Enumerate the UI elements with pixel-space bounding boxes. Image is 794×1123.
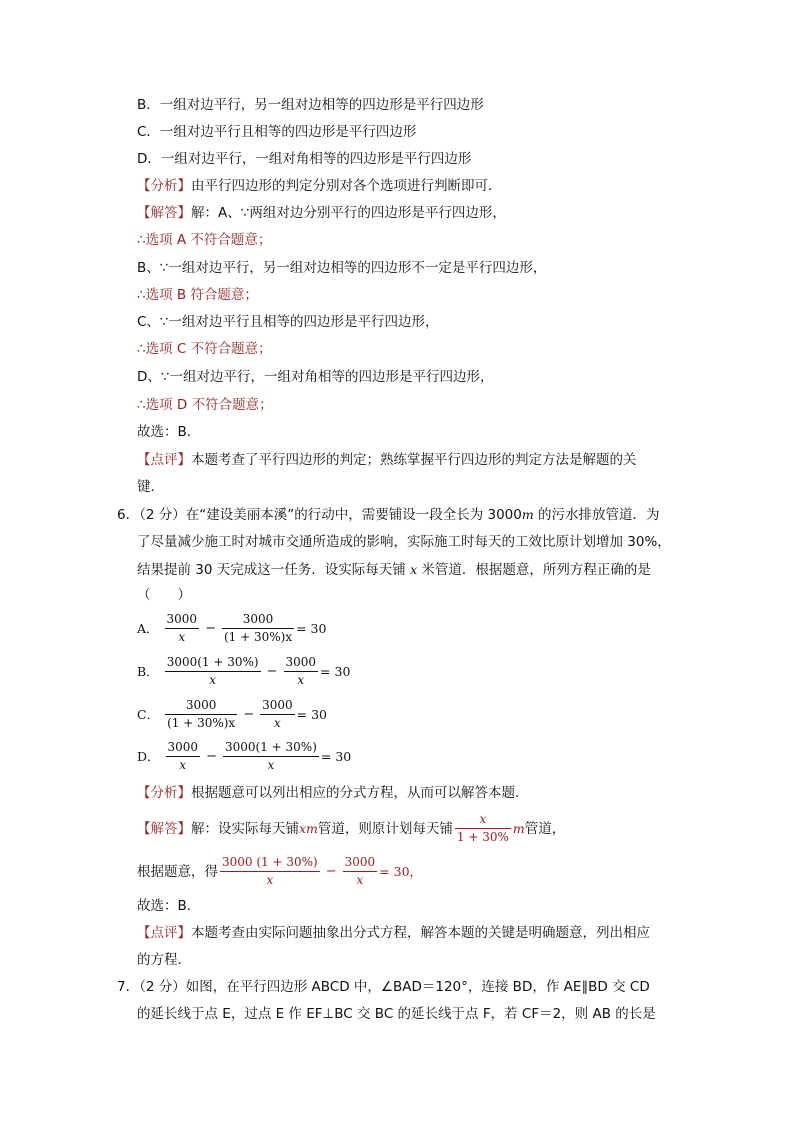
q6-option-d-label: D． bbox=[137, 748, 160, 764]
q6-option-a: A． $\frac{3000}{x}$ − $\frac{3000}{(1 + 30\%)x}$ = 30 bbox=[137, 612, 327, 644]
q5-answer-line6: ∴选项 C 不符合题意； bbox=[137, 341, 272, 357]
q5-option-c: C．一组对边平行且相等的四边形是平行四边形 bbox=[137, 124, 417, 140]
q6-stem-tail: 的污水排放管道．为 bbox=[533, 507, 660, 523]
q6-comment-tag: 【点评】 bbox=[137, 925, 191, 941]
fraction: $\frac{3000(1 + 30\%)}{x}$ bbox=[166, 655, 259, 687]
q6-comment-line1 bbox=[137, 924, 650, 942]
q6-option-b-label: B． bbox=[137, 663, 159, 679]
q6-answer-tag: 【解答】 bbox=[137, 820, 191, 837]
fraction: $\frac{3000}{(1 + 30\%)x}$ bbox=[167, 698, 236, 730]
q6-stem-line3 bbox=[137, 561, 651, 579]
q5-answer-line4: ∴选项 B 符合题意； bbox=[137, 287, 258, 303]
q5-comment-tag: 【点评】 bbox=[137, 452, 191, 468]
q6-stem-line4: （ ） bbox=[137, 587, 191, 603]
q5-analysis bbox=[137, 177, 502, 195]
fraction: $\frac{3000}{x}$ bbox=[262, 698, 293, 730]
q6-stem-var: x bbox=[410, 562, 418, 577]
q6-option-a-label: A． bbox=[137, 620, 159, 636]
q6-answer-line1: 【解答】解：设实际每天铺xm管道，则原计划每天铺 $\frac{x}{1 + 30\%}$ m管道， bbox=[137, 812, 566, 844]
q6-stem-line3-tail: 米管道．根据题意，所列方程正确的是 bbox=[417, 562, 651, 578]
q5-analysis-tag: 【分析】 bbox=[137, 178, 191, 194]
q6-stem-unit: m bbox=[521, 507, 534, 522]
q5-answer-line2: ∴选项 A 不符合题意； bbox=[137, 232, 272, 248]
q5-answer-line1 bbox=[137, 204, 506, 222]
fraction: $\frac{3000 (1 + 30\%)}{x}$ bbox=[222, 855, 318, 887]
q6-option-c-label: C． bbox=[137, 706, 160, 722]
q6-analysis-text: 根据题意可以列出相应的分式方程，从而可以解答本题． bbox=[191, 785, 529, 801]
q5-analysis-text: 由平行四边形的判定分别对各个选项进行判断即可． bbox=[191, 178, 502, 194]
fraction: $\frac{x}{1 + 30\%}$ bbox=[456, 812, 509, 844]
fraction: $\frac{3000}{x}$ bbox=[166, 612, 198, 644]
q5-comment-text: 本题考查了平行四边形的判定；熟练掌握平行四边形的判定方法是解题的关 bbox=[191, 452, 637, 468]
q5-option-b: B．一组对边平行，另一组对边相等的四边形是平行四边形 bbox=[137, 97, 484, 113]
q5-choice: 故选：B． bbox=[137, 424, 201, 440]
q6-option-d: D． $\frac{3000}{x}$ − $\frac{3000(1 + 30\%)}{x}$ = 30 bbox=[137, 740, 352, 772]
q6-option-c: C． $\frac{3000}{(1 + 30\%)x}$ − $\frac{3000}{x}$ = 30 bbox=[137, 698, 328, 730]
q5-answer-line7: D、∵一组对边平行，一组对角相等的四边形是平行四边形， bbox=[137, 369, 494, 385]
fraction: $\frac{3000(1 + 30\%)}{x}$ bbox=[224, 740, 317, 772]
q6-option-b: B． $\frac{3000(1 + 30\%)}{x}$ − $\frac{3000}{x}$ = 30 bbox=[137, 655, 351, 687]
fraction: $\frac{3000}{x}$ bbox=[285, 655, 317, 687]
q7-stem-line2: 的延长线于点 E，过点 E 作 EF⊥BC 交 BC 的延长线于点 F，若 CF＝2，则 AB 的长是 bbox=[137, 1006, 656, 1022]
fraction: $\frac{3000}{x}$ bbox=[167, 740, 199, 772]
q6-comment-line2: 的方程． bbox=[137, 952, 191, 968]
q7-stem-line1: 7．（2 分）如图，在平行四边形 ABCD 中，∠BAD＝120°，连接 BD，作 AE∥BD 交 CD bbox=[117, 979, 650, 995]
q5-answer-line8: ∴选项 D 不符合题意； bbox=[137, 397, 273, 413]
q5-answer-line5: C、∵一组对边平行且相等的四边形是平行四边形， bbox=[137, 314, 439, 330]
q5-option-d: D．一组对边平行，一组对角相等的四边形是平行四边形 bbox=[137, 151, 472, 167]
q6-answer-var: xm bbox=[299, 820, 318, 836]
q6-stem-line3-text: 结果提前 30 天完成这一任务．设实际每天铺 bbox=[137, 562, 411, 578]
q6-stem-line1 bbox=[117, 506, 660, 524]
q6-answer-line2: 根据题意，得 $\frac{3000 (1 + 30\%)}{x}$ − $\frac{3000}{x}$ = 30， bbox=[137, 855, 423, 887]
q6-analysis bbox=[137, 784, 529, 802]
q5-answer-text: 解：A、∵两组对边分别平行的四边形是平行四边形， bbox=[191, 205, 506, 221]
q5-comment-line2: 键． bbox=[137, 479, 164, 495]
q6-choice: 故选：B． bbox=[137, 898, 201, 914]
q5-answer-tag: 【解答】 bbox=[137, 205, 191, 221]
q5-answer-line3: B、∵一组对边平行，另一组对边相等的四边形不一定是平行四边形， bbox=[137, 260, 547, 276]
q5-comment-line1 bbox=[137, 451, 637, 469]
q6-comment-text: 本题考查由实际问题抽象出分式方程，解答本题的关键是明确题意，列出相应 bbox=[191, 925, 650, 941]
q6-stem-line2: 了尽量减少施工时对城市交通所造成的影响，实际施工时每天的工效比原计划增加 30%， bbox=[137, 534, 671, 550]
q6-analysis-tag: 【分析】 bbox=[137, 785, 191, 801]
fraction: $\frac{3000}{x}$ bbox=[344, 855, 376, 887]
fraction: $\frac{3000}{(1 + 30\%)x}$ bbox=[223, 612, 293, 644]
q6-stem-text: 6．（2 分）在“建设美丽本溪”的行动中，需要铺设一段全长为 3000 bbox=[117, 507, 522, 523]
